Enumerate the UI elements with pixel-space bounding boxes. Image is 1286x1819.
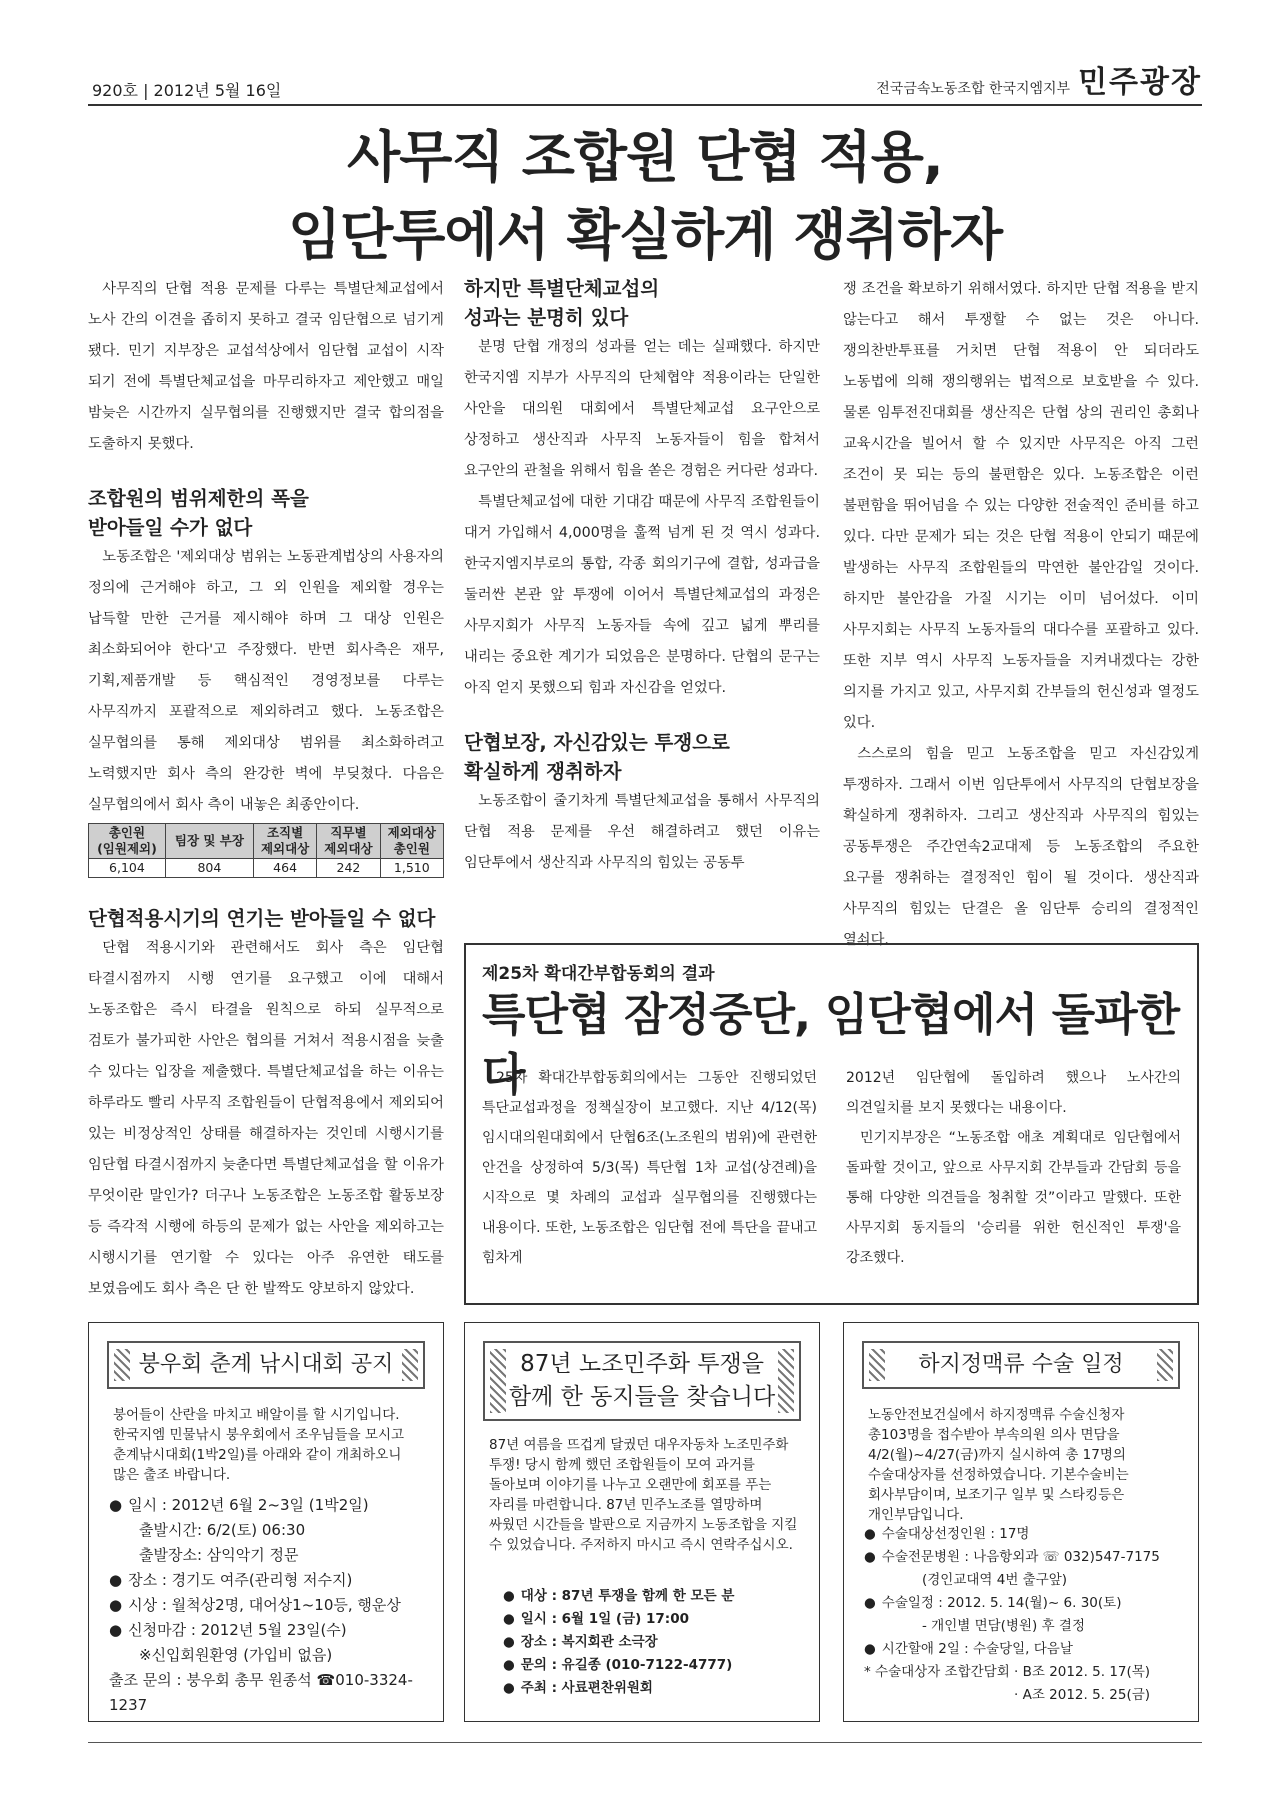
list-item: ● 신청마감 : 2012년 5월 23일(수) [109,1618,427,1643]
reunion-notice-box [464,1322,820,1722]
surgery-schedule-box [843,1322,1199,1722]
table-cell: 1,510 [380,859,443,878]
fishing-notice-body: 붕어들이 산란을 마치고 배알이를 할 시기입니다. 한국지엠 민물낚시 붕우회에서 조우님들을 모시고 춘계낚시대회(1박2일)를 아래와 같이 개최하오니 많은 출조 바랍니다. [113,1407,405,1483]
reunion-notice-title: 87년 노조민주화 투쟁을 함께 한 동지들을 찾습니다 [483,1341,801,1421]
header-rule [88,104,1202,106]
fishing-notice-box [88,1322,444,1722]
list-item: ● 장소 : 경기도 여주(관리형 저수지) [109,1568,427,1593]
list-item: ● 주최 : 사료편찬위원회 [503,1677,803,1700]
list-item: ● 대상 : 87년 투쟁을 함께 한 모든 분 [503,1585,803,1608]
list-item: · A조 2012. 5. 25(금) [1014,1687,1151,1703]
surgery-schedule-body: 노동안전보건실에서 하지정맥류 수술신청자 총103명을 접수받아 부속의원 의사 면담을 4/2(월)~4/27(금)까지 실시하여 총 17명의 수술대상자를 선정하였습니다. 기본수술비는 회사부담이며, 보조기구 일부 및 스타킹등은 개인부담입니다. [868,1407,1129,1523]
footer-rule [88,1742,1202,1743]
masthead [876,65,1202,100]
masthead-brand: 민주광장 [1078,65,1202,100]
paragraph-continued: 쟁 조건을 확보하기 위해서였다. 하지만 단협 적용을 받지 않는다고 해서 투쟁할 수 없는 것은 아니다. 쟁의찬반투표를 거치면 단협 적용이 안 되더라도 노동법에 의해 쟁의행위는 법적으로 보호받을 수 있다. 물론 임투전진대회를 생산직은 단협 상의 권리인 총회나 교육시간을 빌어서 할 수 있지만 사무직은 아직 그런 조건이 못 되는 등의 불편함은 있다. 노동조합은 이런 불편함을 뛰어넘을 수 있는 다양한 전술적인 준비를 하고 있다. 다만 문제가 되는 것은 단협 적용이 안되기 때문에 발생하는 사무직 조합원들의 막연한 불안감일 것이다. 하지만 불안감을 가질 시기는 이미 넘어섰다. 이미 사무지회는 사무직 노동자들의 대다수를 포괄하고 있다. 또한 지부 역시 사무직 노동자들을 지켜내겠다는 강한 의지를 가지고 있고, 사무지회 간부들의 헌신성과 열정도 있다. [843,281,1199,731]
table-cell: 242 [317,859,380,878]
paragraph-timing: 단협 적용시기와 관련해서도 회사 측은 임단협 타결시점까지 시행 연기를 요구했고 이에 대해서 노동조합은 즉시 타결을 원칙으로 하되 실무적으로 검토가 불가피한 사안은 협의를 거쳐서 적용시점을 늦출 수 있다는 입장을 제출했다. 특별단체교섭을 하는 이유는 하루라도 빨리 사무직 조합원들이 단협적용에서 제외되어 있는 비정상적인 상태를 해결하자는 것인데 시행시기를 임단협 타결시점까지 늦춘다면 특별단체교섭을 할 이유가 무엇이란 말인가? 더구나 노동조합은 노동조합 활동보장 등 즉각적 시행에 하등의 문제가 없는 사안을 제외하고는 시행시기를 연기할 수 있다는 아주 유연한 태도를 보였음에도 회사 측은 단 한 발짝도 양보하지 않았다. [88,940,444,1297]
subheading-member-scope: 조합원의 범위제한의 폭을 받아들일 수가 없다 [88,487,309,539]
table-cell: 804 [165,859,253,878]
paragraph-results-1: 분명 단협 개정의 성과를 얻는 데는 실패했다. 하지만 한국지엠 지부가 사무직의 단체협약 적용이라는 단일한 사안을 대의원 대회에서 특별단체교섭 요구안으로 상정하고 생산직과 사무직 노동자들이 힘을 합쳐서 요구안의 관철을 위해서 힘을 쏟은 경험은 커다란 성과다. [464,339,820,479]
box-column-left: 25차 확대간부합동회의에서는 그동안 진행되었던 특단교섭과정을 정책실장이 보고했다. 지난 4/12(목) 임시대의원대회에서 단협6조(노조원의 범위)에 관련한 안건을 상정하여 5/3(목) 특단협 1차 교섭(상견례)을 시작으로 몇 차례의 교섭과 실무협의를 진행했다는 내용이다. 또한, 노동조합은 임단협 전에 특단을 끝내고 힘차게 [482,1070,817,1266]
exclusion-table [88,823,444,878]
list-item: * 수술대상자 조합간담회 · B조 2012. 5. 17(목) [864,1664,1151,1680]
reunion-notice-body: 87년 여름을 뜨겁게 달궜던 대우자동차 노조민주화 투쟁! 당시 함께 했던 조합원들이 모여 과거를 돌아보며 이야기를 나누고 오랜만에 회포를 푸는 자리를 마련합니다. 87년 민주노조를 열망하며 싸웠던 시간들을 발판으로 지금까지 노동조합을 지킬 수 있었습니다. 주저하지 마시고 즉시 연락주십시오. [489,1437,798,1553]
main-headline [88,118,1202,274]
article-column-1 [88,274,444,1305]
list-item: ● 일시 : 2012년 6월 2~3일 (1박2일) [109,1493,427,1518]
masthead-org: 전국금속노동조합 한국지엠지부 [876,81,1071,97]
surgery-schedule-list [864,1523,1182,1707]
fishing-notice-list [109,1493,427,1718]
table-header-job-excluded: 직무별 제외대상 [317,824,380,859]
list-item: ※신입회원환영 (가입비 없음) [139,1646,333,1664]
list-item: ● 수술일정 : 2012. 5. 14(월)~ 6. 30(토) [864,1592,1182,1615]
box-column-right: 2012년 임단협에 돌입하려 했으나 노사간의 의견일치를 보지 못했다는 내용이다. 민기지부장은 “노동조합 애초 계획대로 임단협에서 돌파할 것이고, 앞으로 사무지회 간부들과 간담회 등을 통해 다양한 의견들을 청취할 것”이라고 말했다. 또한 사무지회 동지들의 '승리를 위한 헌신적인 투쟁'을 강조했다. [846,1070,1181,1266]
box-title: 특단협 잠정중단, 임단협에서 돌파한다 [482,988,1180,1101]
exclusion-table-row [89,859,444,878]
list-item: 출조 문의 : 붕우회 총무 원종석 ☎010-3324-1237 [109,1671,413,1714]
paragraph-results-2: 특별단체교섭에 대한 기대감 때문에 사무직 조합원들이 대거 가입해서 4,000명을 훌쩍 넘게 된 것 역시 성과다. 한국지엠지부로의 통합, 각종 회의기구에 결합, 성과급을 둘러싼 본관 앞 투쟁에 이어서 특별단체교섭의 과정은 사무지회가 사무직 노동자들 속에 깊고 넓게 뿌리를 내리는 중요한 계기가 되었음은 분명하다. 단협의 문구는 아직 얻지 못했으되 힘과 자신감을 얻었다. [464,494,820,696]
subheading-confidence: 단협보장, 자신감있는 투쟁으로 확실하게 쟁취하자 [464,731,730,783]
list-item: ● 장소 : 복지회관 소극장 [503,1631,803,1654]
list-item: ● 수술전문병원 : 나음항외과 ☏ 032)547-7175 [864,1546,1182,1569]
reunion-notice-list [503,1585,803,1700]
paragraph-confidence: 노동조합이 줄기차게 특별단체교섭을 통해서 사무직의 단협 적용 문제를 우선 해결하려고 했던 이유는 임단투에서 생산직과 사무직의 힘있는 공동투 [464,793,820,871]
headline-line-2: 임단투에서 확실하게 쟁취하자 [288,203,1002,267]
table-header-excluded-total: 제외대상 총인원 [380,824,443,859]
headline-line-1: 사무직 조합원 단협 적용, [347,125,943,189]
list-item: ● 문의 : 유길종 (010-7122-4777) [503,1654,803,1677]
fishing-notice-title: 붕우회 춘계 낚시대회 공지 [107,1341,425,1389]
table-cell: 6,104 [89,859,166,878]
paragraph-conclusion: 스스로의 힘을 믿고 노동조합을 믿고 자신감있게 투쟁하자. 그래서 이번 임단투에서 사무직의 단협보장을 확실하게 쟁취하자. 그리고 생산직과 사무직의 힘있는 공동투쟁은 주간연속2교대제 등 노동조합의 주요한 요구를 쟁취하는 결정적인 힘이 될 것이다. 생산직과 사무직의 힘있는 단결은 올 임단투 승리의 결정적인 열쇠다. [843,746,1199,948]
list-item: 출발시간: 6/2(토) 06:30 [139,1521,306,1539]
article-column-3 [843,274,1199,956]
subheading-results: 하지만 특별단체교섭의 성과는 분명히 있다 [464,277,660,329]
list-item: ● 시간할애 2일 : 수술당일, 다음날 [864,1638,1182,1661]
meeting-result-box [464,943,1199,1305]
exclusion-table-header [89,824,444,859]
list-item: ● 일시 : 6월 1일 (금) 17:00 [503,1608,803,1631]
list-item: ● 수술대상선정인원 : 17명 [864,1523,1182,1546]
subheading-timing: 단협적용시기의 연기는 받아들일 수 없다 [88,907,436,930]
paragraph-member-scope: 노동조합은 '제외대상 범위는 노동관계법상의 사용자의 정의에 근거해야 하고, 그 외 인원을 제외할 경우는 납득할 만한 근거를 제시해야 하며 그 대상 인원은 최소화되어야 한다'고 주장했다. 반면 회사측은 재무,기획,제품개발 등 핵심적인 경영정보를 다루는 사무직까지 포괄적으로 제외하려고 했다. 노동조합은 실무협의를 통해 제외대상 범위를 최소화하려고 노력했지만 회사 측의 완강한 벽에 부딪쳤다. 다음은 실무협의에서 회사 측이 내놓은 최종안이다. [88,549,444,813]
article-column-2 [464,274,820,879]
table-header-team-leader: 팀장 및 부장 [165,824,253,859]
list-item: ● 시상 : 월척상2명, 대어상1~10등, 행운상 [109,1593,427,1618]
table-cell: 464 [253,859,316,878]
issue-date: 920호 | 2012년 5월 16일 [92,81,282,100]
box-kicker: 제25차 확대간부합동회의 결과 [482,964,715,984]
list-item: 출발장소: 삼익악기 정문 [139,1546,299,1564]
table-header-org-excluded: 조직별 제외대상 [253,824,316,859]
list-item: (경인교대역 4번 출구앞) [922,1572,1068,1588]
list-item: - 개인별 면담(병원) 후 결정 [922,1618,1085,1634]
intro-paragraph: 사무직의 단협 적용 문제를 다루는 특별단체교섭에서 노사 간의 이견을 좁히지 못하고 결국 임단협으로 넘기게 됐다. 민기 지부장은 교섭석상에서 임단협 교섭이 시작 되기 전에 특별단체교섭을 마무리하자고 제안했고 매일 밤늦은 시간까지 실무협의를 진행했지만 결국 합의점을 도출하지 못했다. [88,281,444,452]
surgery-schedule-title: 하지정맥류 수술 일정 [862,1341,1180,1389]
table-header-total: 총인원 (임원제외) [89,824,166,859]
